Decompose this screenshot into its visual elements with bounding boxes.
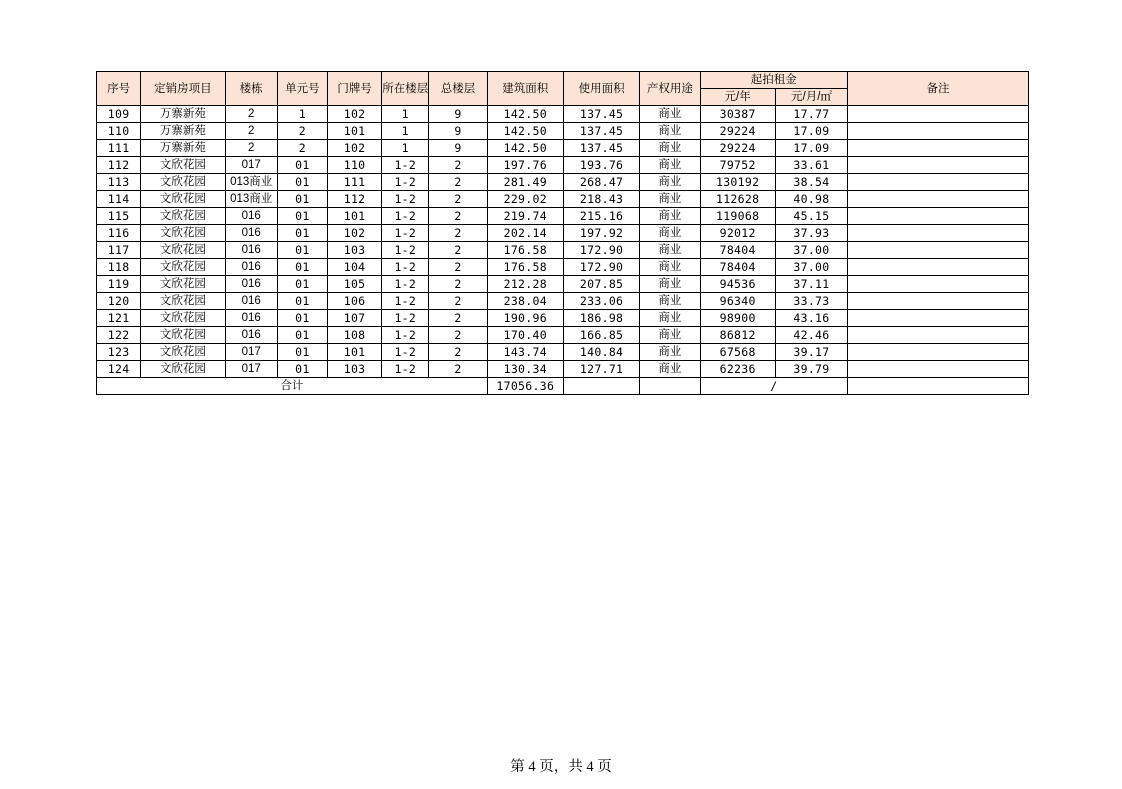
cell-total-floor: 2	[429, 191, 487, 208]
cell-door: 112	[327, 191, 381, 208]
cell-building: 017	[225, 361, 277, 378]
cell-use-area: 137.45	[563, 140, 639, 157]
cell-usage: 商业	[640, 123, 700, 140]
cell-floor: 1-2	[382, 293, 429, 310]
cell-building: 016	[225, 327, 277, 344]
cell-seq: 112	[97, 157, 141, 174]
cell-use-area: 172.90	[563, 259, 639, 276]
cell-use-area: 166.85	[563, 327, 639, 344]
total-row	[97, 378, 1029, 395]
cell-build-area: 197.76	[487, 157, 563, 174]
cell-building: 013商业	[225, 174, 277, 191]
cell-building: 013商业	[225, 191, 277, 208]
cell-project: 文欣花园	[141, 293, 225, 310]
cell-floor: 1-2	[382, 225, 429, 242]
cell-rent-year: 96340	[700, 293, 775, 310]
cell-remark	[848, 225, 1029, 242]
cell-building: 016	[225, 242, 277, 259]
cell-rent-month: 17.09	[775, 123, 847, 140]
cell-rent-year: 67568	[700, 344, 775, 361]
cell-floor: 1-2	[382, 361, 429, 378]
cell-building: 2	[225, 140, 277, 157]
table-row	[97, 310, 1029, 327]
cell-floor: 1-2	[382, 157, 429, 174]
cell-rent-year: 30387	[700, 106, 775, 123]
header-remark: 备注	[848, 72, 1029, 106]
cell-use-area: 207.85	[563, 276, 639, 293]
cell-door: 111	[327, 174, 381, 191]
cell-rent-year: 130192	[700, 174, 775, 191]
cell-use-area: 186.98	[563, 310, 639, 327]
cell-total-floor: 2	[429, 361, 487, 378]
header-rent-month: 元/月/㎡	[775, 89, 847, 106]
table-row	[97, 140, 1029, 157]
cell-usage: 商业	[640, 174, 700, 191]
cell-project: 文欣花园	[141, 327, 225, 344]
cell-seq: 109	[97, 106, 141, 123]
header-floor: 所在楼层	[382, 72, 429, 106]
cell-seq: 116	[97, 225, 141, 242]
cell-unit: 01	[277, 208, 327, 225]
cell-rent-month: 40.98	[775, 191, 847, 208]
cell-build-area: 202.14	[487, 225, 563, 242]
cell-building: 016	[225, 310, 277, 327]
cell-remark	[848, 259, 1029, 276]
cell-project: 文欣花园	[141, 191, 225, 208]
cell-remark	[848, 361, 1029, 378]
cell-project: 文欣花园	[141, 208, 225, 225]
cell-door: 103	[327, 361, 381, 378]
cell-use-area: 140.84	[563, 344, 639, 361]
total-rent: /	[700, 378, 848, 395]
cell-building: 016	[225, 276, 277, 293]
table-row	[97, 361, 1029, 378]
cell-floor: 1	[382, 123, 429, 140]
cell-build-area: 190.96	[487, 310, 563, 327]
table-header	[97, 72, 1029, 106]
cell-remark	[848, 123, 1029, 140]
cell-rent-month: 38.54	[775, 174, 847, 191]
cell-seq: 124	[97, 361, 141, 378]
cell-rent-month: 37.00	[775, 242, 847, 259]
table-row	[97, 242, 1029, 259]
cell-remark	[848, 140, 1029, 157]
table-header-row-1	[97, 72, 1029, 89]
cell-floor: 1-2	[382, 276, 429, 293]
cell-total-floor: 2	[429, 293, 487, 310]
cell-seq: 111	[97, 140, 141, 157]
cell-rent-year: 94536	[700, 276, 775, 293]
cell-building: 016	[225, 208, 277, 225]
cell-building: 017	[225, 344, 277, 361]
cell-rent-year: 86812	[700, 327, 775, 344]
cell-unit: 2	[277, 140, 327, 157]
cell-seq: 118	[97, 259, 141, 276]
cell-seq: 123	[97, 344, 141, 361]
cell-rent-month: 33.61	[775, 157, 847, 174]
cell-seq: 119	[97, 276, 141, 293]
cell-door: 102	[327, 225, 381, 242]
cell-usage: 商业	[640, 293, 700, 310]
cell-rent-year: 112628	[700, 191, 775, 208]
cell-rent-year: 62236	[700, 361, 775, 378]
cell-rent-month: 45.15	[775, 208, 847, 225]
cell-unit: 2	[277, 123, 327, 140]
cell-rent-year: 79752	[700, 157, 775, 174]
cell-use-area: 127.71	[563, 361, 639, 378]
cell-usage: 商业	[640, 106, 700, 123]
cell-rent-month: 17.77	[775, 106, 847, 123]
cell-rent-month: 33.73	[775, 293, 847, 310]
table-row	[97, 191, 1029, 208]
cell-door: 105	[327, 276, 381, 293]
cell-total-floor: 2	[429, 310, 487, 327]
cell-building: 016	[225, 225, 277, 242]
cell-unit: 01	[277, 157, 327, 174]
cell-unit: 01	[277, 344, 327, 361]
cell-rent-month: 39.17	[775, 344, 847, 361]
cell-usage: 商业	[640, 310, 700, 327]
cell-door: 101	[327, 208, 381, 225]
cell-build-area: 176.58	[487, 242, 563, 259]
cell-project: 文欣花园	[141, 174, 225, 191]
cell-floor: 1-2	[382, 327, 429, 344]
cell-build-area: 229.02	[487, 191, 563, 208]
cell-build-area: 281.49	[487, 174, 563, 191]
cell-remark	[848, 327, 1029, 344]
cell-project: 万寨新苑	[141, 123, 225, 140]
cell-project: 文欣花园	[141, 242, 225, 259]
cell-build-area: 212.28	[487, 276, 563, 293]
cell-door: 101	[327, 123, 381, 140]
cell-build-area: 142.50	[487, 140, 563, 157]
cell-usage: 商业	[640, 225, 700, 242]
cell-project: 万寨新苑	[141, 140, 225, 157]
cell-total-floor: 2	[429, 174, 487, 191]
cell-use-area: 197.92	[563, 225, 639, 242]
cell-use-area: 215.16	[563, 208, 639, 225]
cell-build-area: 143.74	[487, 344, 563, 361]
cell-usage: 商业	[640, 242, 700, 259]
cell-remark	[848, 191, 1029, 208]
cell-floor: 1-2	[382, 191, 429, 208]
cell-building: 2	[225, 106, 277, 123]
cell-remark	[848, 293, 1029, 310]
cell-total-floor: 2	[429, 157, 487, 174]
cell-floor: 1-2	[382, 310, 429, 327]
cell-rent-month: 43.16	[775, 310, 847, 327]
table-row	[97, 174, 1029, 191]
table-row	[97, 123, 1029, 140]
cell-use-area: 137.45	[563, 106, 639, 123]
cell-project: 万寨新苑	[141, 106, 225, 123]
cell-remark	[848, 106, 1029, 123]
cell-unit: 01	[277, 225, 327, 242]
page-footer: 第 4 页，共 4 页	[510, 759, 612, 775]
cell-usage: 商业	[640, 276, 700, 293]
table-row	[97, 327, 1029, 344]
cell-build-area: 170.40	[487, 327, 563, 344]
cell-project: 文欣花园	[141, 310, 225, 327]
cell-build-area: 219.74	[487, 208, 563, 225]
table-row	[97, 344, 1029, 361]
cell-total-floor: 9	[429, 123, 487, 140]
cell-seq: 113	[97, 174, 141, 191]
cell-rent-month: 39.79	[775, 361, 847, 378]
cell-remark	[848, 157, 1029, 174]
cell-build-area: 142.50	[487, 123, 563, 140]
header-rent-year: 元/年	[700, 89, 775, 106]
cell-unit: 01	[277, 191, 327, 208]
cell-floor: 1-2	[382, 259, 429, 276]
table-row	[97, 225, 1029, 242]
cell-door: 102	[327, 106, 381, 123]
cell-remark	[848, 344, 1029, 361]
cell-use-area: 137.45	[563, 123, 639, 140]
total-usage	[640, 378, 700, 395]
cell-build-area: 238.04	[487, 293, 563, 310]
cell-use-area: 193.76	[563, 157, 639, 174]
cell-project: 文欣花园	[141, 344, 225, 361]
cell-unit: 1	[277, 106, 327, 123]
cell-rent-month: 37.00	[775, 259, 847, 276]
cell-usage: 商业	[640, 344, 700, 361]
cell-build-area: 176.58	[487, 259, 563, 276]
cell-total-floor: 2	[429, 242, 487, 259]
cell-building: 2	[225, 123, 277, 140]
cell-unit: 01	[277, 310, 327, 327]
cell-total-floor: 9	[429, 106, 487, 123]
cell-build-area: 130.34	[487, 361, 563, 378]
table-row	[97, 157, 1029, 174]
cell-project: 文欣花园	[141, 225, 225, 242]
cell-door: 103	[327, 242, 381, 259]
header-use-area: 使用面积	[563, 72, 639, 106]
table-row	[97, 259, 1029, 276]
cell-unit: 01	[277, 174, 327, 191]
cell-usage: 商业	[640, 259, 700, 276]
cell-rent-year: 78404	[700, 242, 775, 259]
cell-building: 016	[225, 293, 277, 310]
cell-building: 016	[225, 259, 277, 276]
table-row	[97, 208, 1029, 225]
cell-unit: 01	[277, 327, 327, 344]
cell-rent-year: 78404	[700, 259, 775, 276]
cell-total-floor: 2	[429, 259, 487, 276]
cell-door: 110	[327, 157, 381, 174]
cell-seq: 115	[97, 208, 141, 225]
cell-floor: 1-2	[382, 242, 429, 259]
cell-seq: 114	[97, 191, 141, 208]
cell-seq: 121	[97, 310, 141, 327]
cell-door: 108	[327, 327, 381, 344]
cell-rent-year: 119068	[700, 208, 775, 225]
cell-rent-year: 29224	[700, 140, 775, 157]
cell-project: 文欣花园	[141, 259, 225, 276]
cell-door: 107	[327, 310, 381, 327]
cell-unit: 01	[277, 293, 327, 310]
cell-project: 文欣花园	[141, 157, 225, 174]
cell-build-area: 142.50	[487, 106, 563, 123]
cell-usage: 商业	[640, 191, 700, 208]
cell-rent-month: 37.93	[775, 225, 847, 242]
cell-total-floor: 2	[429, 208, 487, 225]
header-build-area: 建筑面积	[487, 72, 563, 106]
total-remark	[848, 378, 1029, 395]
header-building: 楼栋	[225, 72, 277, 106]
header-rent-group: 起拍租金	[700, 72, 848, 89]
total-build-area: 17056.36	[487, 378, 563, 395]
cell-usage: 商业	[640, 140, 700, 157]
total-use-area	[563, 378, 639, 395]
table-row	[97, 276, 1029, 293]
table-body	[97, 106, 1029, 378]
cell-rent-month: 37.11	[775, 276, 847, 293]
cell-usage: 商业	[640, 327, 700, 344]
cell-usage: 商业	[640, 361, 700, 378]
cell-door: 102	[327, 140, 381, 157]
cell-total-floor: 9	[429, 140, 487, 157]
cell-rent-month: 42.46	[775, 327, 847, 344]
cell-building: 017	[225, 157, 277, 174]
cell-unit: 01	[277, 276, 327, 293]
table-row	[97, 106, 1029, 123]
cell-remark	[848, 276, 1029, 293]
header-door: 门牌号	[327, 72, 381, 106]
table-footer	[97, 378, 1029, 395]
cell-rent-year: 29224	[700, 123, 775, 140]
cell-door: 106	[327, 293, 381, 310]
cell-usage: 商业	[640, 157, 700, 174]
cell-rent-year: 98900	[700, 310, 775, 327]
total-label: 合计	[97, 378, 488, 395]
cell-remark	[848, 310, 1029, 327]
cell-door: 101	[327, 344, 381, 361]
cell-use-area: 218.43	[563, 191, 639, 208]
cell-rent-year: 92012	[700, 225, 775, 242]
cell-floor: 1-2	[382, 174, 429, 191]
header-usage: 产权用途	[640, 72, 700, 106]
cell-total-floor: 2	[429, 344, 487, 361]
cell-floor: 1-2	[382, 344, 429, 361]
cell-use-area: 233.06	[563, 293, 639, 310]
cell-unit: 01	[277, 242, 327, 259]
cell-seq: 110	[97, 123, 141, 140]
cell-project: 文欣花园	[141, 361, 225, 378]
cell-door: 104	[327, 259, 381, 276]
header-unit: 单元号	[277, 72, 327, 106]
cell-seq: 120	[97, 293, 141, 310]
header-seq: 序号	[97, 72, 141, 106]
cell-total-floor: 2	[429, 276, 487, 293]
cell-floor: 1	[382, 106, 429, 123]
cell-floor: 1-2	[382, 208, 429, 225]
cell-remark	[848, 174, 1029, 191]
cell-use-area: 268.47	[563, 174, 639, 191]
cell-remark	[848, 242, 1029, 259]
cell-rent-month: 17.09	[775, 140, 847, 157]
cell-remark	[848, 208, 1029, 225]
cell-total-floor: 2	[429, 327, 487, 344]
rent-listing-table-container	[96, 71, 1029, 395]
rent-listing-table	[96, 71, 1029, 395]
cell-use-area: 172.90	[563, 242, 639, 259]
cell-seq: 122	[97, 327, 141, 344]
header-project: 定销房项目	[141, 72, 225, 106]
cell-usage: 商业	[640, 208, 700, 225]
cell-total-floor: 2	[429, 225, 487, 242]
cell-seq: 117	[97, 242, 141, 259]
cell-floor: 1	[382, 140, 429, 157]
header-total-floor: 总楼层	[429, 72, 487, 106]
cell-unit: 01	[277, 361, 327, 378]
cell-project: 文欣花园	[141, 276, 225, 293]
cell-unit: 01	[277, 259, 327, 276]
table-row	[97, 293, 1029, 310]
